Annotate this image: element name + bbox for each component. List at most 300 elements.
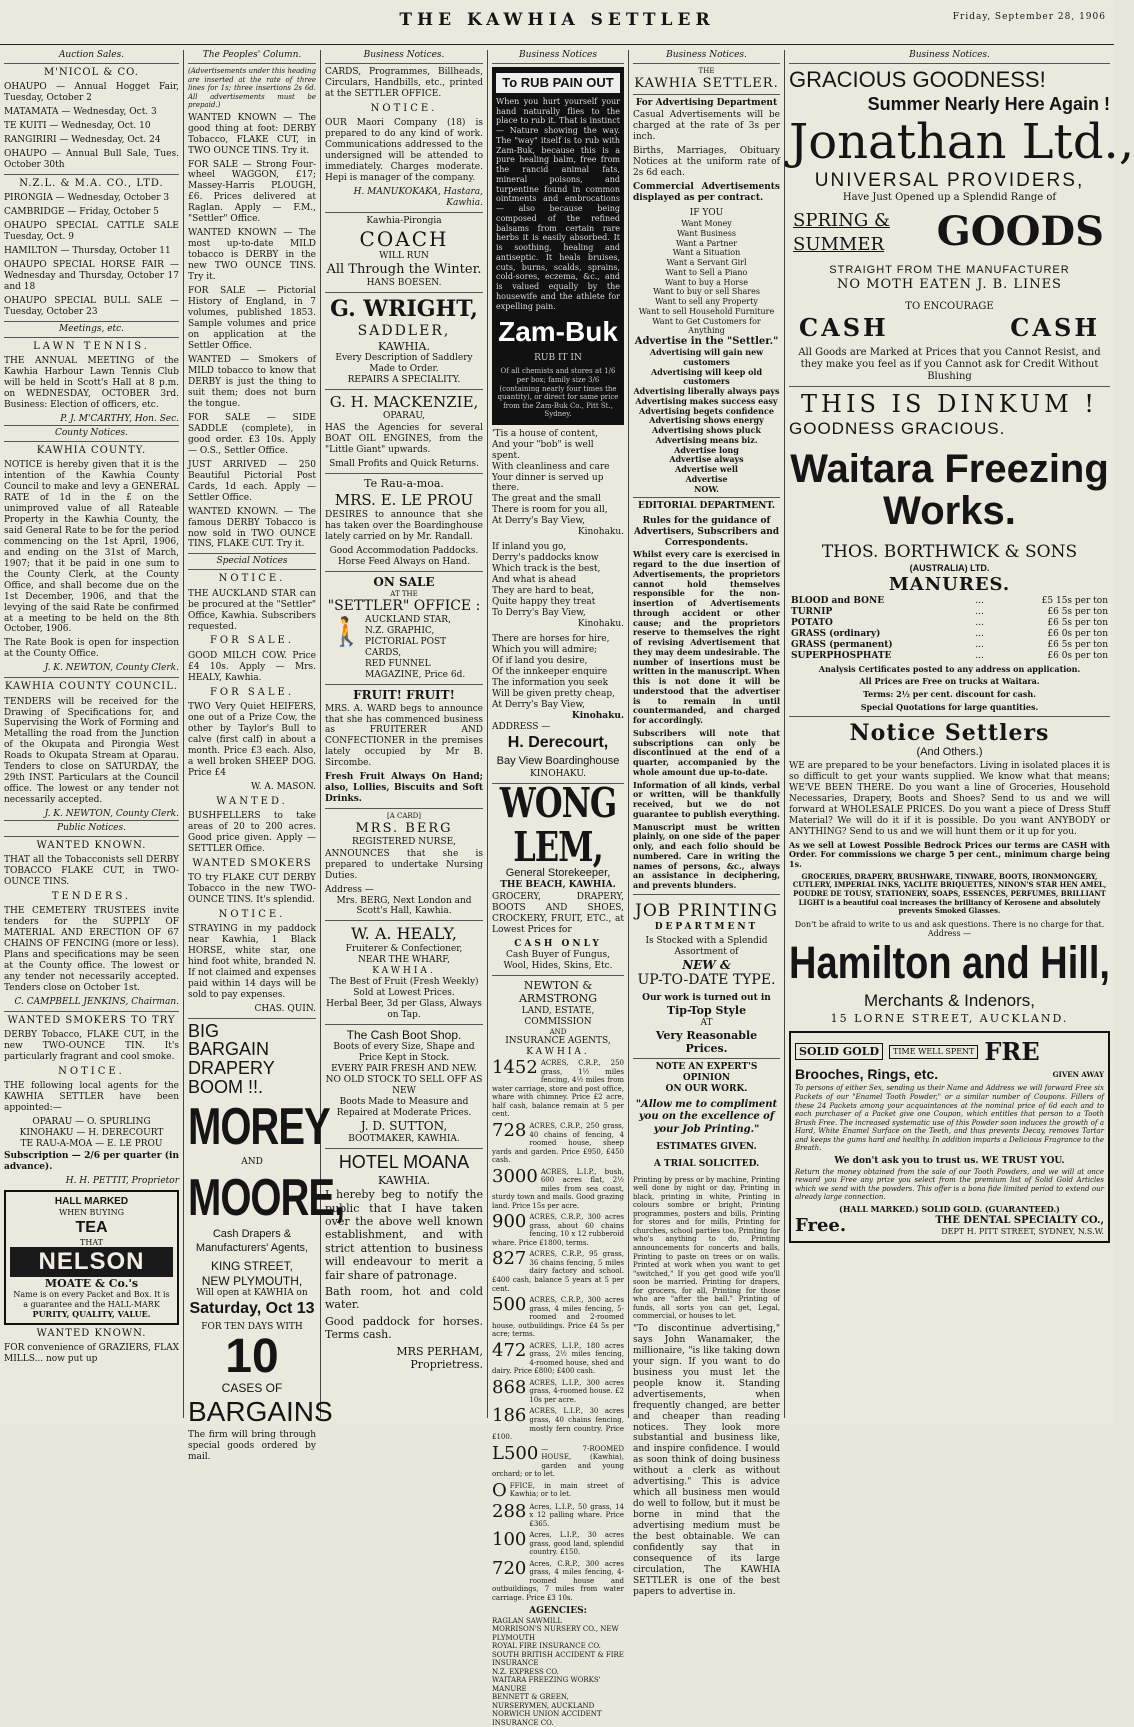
ad-line: All Through the Winter. (325, 262, 483, 278)
ad-brand: MRS. E. LE PROU (325, 491, 483, 509)
ad-line: DEPT H. PITT STREET, SYDNEY, N.S.W. (935, 1227, 1104, 1237)
list-item: NORWICH UNION ACCIDENT INSURANCE CO. (492, 1710, 624, 1727)
property-listing (492, 1296, 624, 1339)
notice-body: TO try FLAKE CUT DERBY Tobacco in the new TWO-OUNCE TINS. It's splendid. (188, 873, 316, 906)
ad-line: General Storekeeper, (492, 867, 624, 880)
signature: H. H. PETTIT, Proprietor (4, 1176, 179, 1187)
ad-line: NEW & (633, 958, 780, 973)
list-item: Want to sell any Property (633, 297, 780, 307)
poem-line: Quite happy they treat (492, 597, 624, 608)
ad-brand: G. WRIGHT, (325, 296, 483, 323)
leader-dots: ... (969, 629, 990, 640)
ad-line: Analysis Certificates posted to any address on application. (789, 665, 1110, 675)
notice-title: WANTED KNOWN. (4, 1328, 179, 1340)
ad-line: Advertise in the "Settler." (633, 336, 780, 348)
notice-body: GOOD MILCH COW. Price £4 10s. Apply — Mrs. HEALY, Kawhia. (188, 651, 316, 684)
list-item: Want a Servant Girl (633, 258, 780, 268)
signature: HANS BOESEN. (325, 278, 483, 289)
leader-dots: ... (969, 607, 990, 618)
manure-item: SUPERPHOSPHATE (789, 651, 969, 662)
notice-body: TWO Very Quiet HEIFERS, one out of a Prize Cow, the other by Taylor's Bull to calve (first calf) in about a month. Price £3 each. Also, a well broken SHEEP DOG. Price £4 (188, 702, 316, 779)
notice-body: ANNOUNCES that she is prepared to undertake Nursing Duties. (325, 849, 483, 882)
notice-body: The Rate Book is open for inspection at the County Office. (4, 638, 179, 660)
ad-brand: CASH (799, 313, 889, 342)
list-item: Advertise always (633, 455, 780, 465)
ad-line: THE (633, 67, 780, 76)
property-description: — 7-ROOMED HOUSE, (Kawhia), garden and young orchard; or to let. (492, 1445, 624, 1479)
ad-line: Will open at KAWHIA on (188, 1288, 316, 1299)
manure-item: GRASS (ordinary) (789, 629, 969, 640)
ad-brand: Zam-Buk (496, 315, 620, 349)
ad-line: Merchants & Indenors, (789, 991, 1110, 1012)
ad-brand: UP-TO-DATE TYPE. (633, 972, 780, 989)
ad-line: Of all chemists and stores at 1/6 per box; family size 3/6 (containing nearly four times the quantity), or direct for same price from the Zam-Buk Co., Pitt St., Sydney. (496, 367, 620, 418)
ad-line: Good Accommodation Paddocks. (325, 546, 483, 557)
poem-line: 'Tis a house of content, (492, 429, 624, 440)
ad-line: BIG (188, 1022, 316, 1041)
ad-line: We don't ask you to trust us. WE TRUST YOU. (795, 1156, 1104, 1167)
poem-line: Your dinner is served up there. (492, 473, 624, 495)
list-item: MORRISON'S NURSERY CO., NEW PLYMOUTH (492, 1625, 624, 1642)
ad-line: Te Rau-a-moa. (325, 477, 483, 490)
ad-line: NEAR THE WHARF, (325, 955, 483, 966)
ad-line: Have Just Opened up a Splendid Range of (789, 192, 1110, 204)
section-header: Public Notices. (4, 820, 179, 837)
property-description: ACRES, C.R.P., 300 acres grass, about 60 chains fencing, 10 x 12 rubberoid whare. Price £1800, terms. (492, 1213, 624, 1247)
ad-brand: G. H. MACKENZIE, (325, 393, 483, 411)
column-6 (789, 50, 1110, 1418)
property-number: 728 (492, 1122, 526, 1140)
manure-item: TURNIP (789, 607, 969, 618)
ad-line: SADDLER, (325, 323, 483, 340)
notice-body: THE following local agents for the KAWHIA SETTLER have been appointed:— (4, 1081, 179, 1114)
signature: W. A. MASON. (188, 782, 316, 793)
notice-body: Good paddock for horses. Terms cash. (325, 1315, 483, 1342)
notice-title: NOTICE. (4, 1066, 179, 1078)
ad-line: TO ENCOURAGE (789, 301, 1110, 313)
poem-line: Of if land you desire, (492, 656, 624, 667)
sale-item: MATAMATA — Wednesday, Oct. 3 (4, 107, 179, 118)
notice-body: FOR convenience of GRAZIERS, FLAX MILLS... now put up (4, 1343, 179, 1365)
section-header: Business Notices. (633, 50, 780, 64)
section-header: Business Notices. (325, 50, 483, 64)
signature: C. CAMPBELL JENKINS, Chairman. (4, 997, 179, 1008)
ad-line: THE BEACH, KAWHIA. (492, 880, 624, 891)
property-description: ACRES, L.I.P., 180 acres grass, 2½ miles fencing, 4-roomed house, shed and dairy. Price £800; £400 cash. (492, 1342, 624, 1376)
ad-line: WHEN BUYING (10, 1208, 173, 1218)
ad-line: KINOHAKU. (492, 769, 624, 780)
list-item: Advertise well (633, 465, 780, 475)
ad-brand: "SETTLER" OFFICE : (325, 598, 483, 615)
ad-line: NEW PLYMOUTH, (188, 1274, 316, 1289)
ad-line: Cash Drapers & Manufacturers' Agents, (188, 1228, 316, 1255)
notice-body: GROCERIES, DRAPERY, BRUSHWARE, TINWARE, BOOTS, IRONMONGERY, CUTLERY, IMPERIAL INKS, YACLITE BRIQUETTES, NINON'S STAR HEN AMEL, POUDRE DE TOUSY, STATIONERY, SOAPS, ESSENCES, PERFUMES, BRILLIANT LIGHT is a beautiful coal increases the brilliancy of Kerosene and absolutely prevents Smoked Glasses. (789, 873, 1110, 916)
list-item: BENNETT & GREEN, NURSERYMEN, AUCKLAND (492, 1693, 624, 1710)
ad-brand: HOTEL MOANA (325, 1152, 483, 1174)
poem-line: If inland you go, (492, 542, 624, 553)
ad-line: (And Others.) (789, 746, 1110, 759)
dental-ad-header (795, 1037, 1104, 1066)
ad-line: NOTE AN EXPERT'S OPINION (633, 1062, 780, 1084)
ad-line: Boots of every Size, Shape and Price Kept in Stock. (325, 1042, 483, 1064)
advertise-list (633, 348, 780, 494)
list-item: RED FUNNEL MAGAZINE, Price 6d. (365, 659, 483, 681)
list-item: Want a Situation (633, 248, 780, 258)
ad-line: KING STREET, (188, 1259, 316, 1274)
notice-title: NOTICE. (188, 573, 316, 585)
notice-title: NOTICE. (325, 103, 483, 115)
property-listing (492, 1407, 624, 1441)
ad-line: BOOM !!. (188, 1078, 316, 1097)
property-description: ACRES, C.R.P., 250 grass, 1½ miles fencing, 4½ miles from water carriage, store and post office, whare with chimney. Price £2 acre, half cash, balance remain at 5 per cent. (492, 1059, 624, 1118)
notice-title: WANTED SMOKERS (188, 858, 316, 870)
list-item: RAGLAN SAWMILL (492, 1617, 624, 1626)
notice-body: Fresh Fruit Always On Hand; also, Lollies, Biscuits and Soft Drinks. (325, 772, 483, 805)
poem-place: Kinohaku. (492, 619, 624, 630)
ad-brand: JOB PRINTING (633, 901, 780, 922)
ad-brand: Hamilton and Hill, (789, 941, 1110, 989)
ad-line: J. D. SUTTON, (325, 1119, 483, 1134)
ad-line: Terms: 2½ per cent. discount for cash. (789, 690, 1110, 700)
spring-goods (789, 204, 1110, 264)
ad-line: Boots Made to Measure and Repaired at Moderate Prices. (325, 1097, 483, 1119)
list-item: Want to Sell a Piano (633, 268, 780, 278)
ad-brand: MRS. BERG (325, 821, 483, 837)
list-item: N.Z. EXPRESS CO. (492, 1668, 624, 1677)
ad-line: Saturday, Oct 13 (188, 1299, 316, 1319)
property-number: 3000 (492, 1168, 538, 1186)
ad-line: Special Quotations for large quantities. (789, 703, 1110, 713)
ad-line: Brooches, Rings, etc. (795, 1066, 938, 1083)
list-item: Want to Get Customers for Anything (633, 317, 780, 337)
sale-list (4, 82, 179, 171)
property-number: 1452 (492, 1059, 538, 1077)
poem-line: Which track is the best, (492, 564, 624, 575)
auctioneer-name: M'NICOL & CO. (4, 67, 179, 79)
ad-line: HALL MARKED (10, 1196, 173, 1208)
notice-body: DERBY Tobacco, FLAKE CUT, in the new TWO-OUNCE TIN. It's particularly fragrant and cool smoke. (4, 1030, 179, 1063)
manure-item: GRASS (permanent) (789, 640, 969, 651)
cash-cash (789, 313, 1110, 342)
ad-headline: Notice Settlers (789, 720, 1110, 747)
ad-line: TIME WELL SPENT (889, 1045, 978, 1059)
nelson-tea-ad (4, 1190, 179, 1325)
notice-body: Casual Advertisements will be charged at the rate of 3s per inch. (633, 110, 780, 143)
property-list (492, 1059, 624, 1602)
ad-line: BARGAIN (188, 1040, 316, 1059)
notice-body: DESIRES to announce that she has taken over the Boardinghouse lately carried on by Mr. Randall. (325, 510, 483, 543)
column-5 (633, 50, 780, 1418)
column-4 (492, 50, 624, 1418)
section-header: The Peoples' Column. (188, 50, 316, 64)
ad-line: Address — (325, 885, 483, 896)
classified-ad: FOR SALE — SIDE SADDLE (complete), in good order. £3 10s. Apply — O.S., Settler Office. (188, 413, 316, 457)
notice-body: Subscribers will note that subscriptions can only be discontinued at the end of a quarter, accompanied by the whole amount due up-to-date. (633, 729, 780, 778)
property-description: Acres, C.R.P., 300 acres grass, 4 miles fencing, 4-roomed house and outbuildings, 7 miles from water carriage. Price £3 10s. (492, 1560, 624, 1602)
classified-ad: WANTED KNOWN. — The famous DERBY Tobacco is now sold in TWO OUNCE TINS, FLAKE CUT. Try it. (188, 507, 316, 551)
ad-line: AT (633, 1018, 780, 1029)
poem-line: Of the innkeeper enquire (492, 667, 624, 678)
property-description: ACRES, C.R.P., 300 acres grass, 4 miles fencing, 5-roomed and 2-roomed house, outbuildings. Price £4 5s per acre; terms. (492, 1296, 624, 1338)
ad-line: ON OUR WORK. (633, 1084, 780, 1095)
manure-item: POTATO (789, 618, 969, 629)
list-item: Advertising will gain new customers (633, 348, 780, 368)
signature: CHAS. QUIN. (188, 1004, 316, 1015)
reader-figure-icon: 🚶 (329, 615, 364, 649)
property-listing (492, 1445, 624, 1479)
property-description: FFICE, in main street of Kawhia; or to let. (510, 1482, 624, 1499)
notice-title: WANTED SMOKERS TO TRY (4, 1015, 179, 1027)
signature: J. K. NEWTON, County Clerk. (4, 663, 179, 674)
list-item: PICTORIAL POST CARDS, (365, 637, 483, 659)
sale-item: RANGIRIRI — Wednesday, Oct. 24 (4, 135, 179, 146)
property-listing (492, 1379, 624, 1405)
ad-line: ESTIMATES GIVEN. (633, 1142, 780, 1153)
ad-line: KAWHIA. (325, 966, 483, 977)
ad-line: Name is on every Packet and Box. It is a guarantee and the HALL-MARK (10, 1290, 173, 1310)
manure-price: £5 15s per ton (990, 596, 1110, 607)
ad-brand: BARGAINS (188, 1395, 316, 1429)
poem-line: Which you will admire; (492, 645, 624, 656)
property-description: ACRES, C.R.P., 95 grass, 36 chains fencing, 5 miles dairy factory and school. £400 cash, balance 5 years at 5 per cent. (492, 1250, 624, 1292)
leader-dots: ... (969, 640, 990, 651)
property-listing (492, 1503, 624, 1529)
property-listing (492, 1342, 624, 1376)
ad-line: AGENCIES: (492, 1606, 624, 1617)
list-item: Want to buy or sell Shares (633, 287, 780, 297)
notice-title: WANTED KNOWN. (4, 840, 179, 852)
ad-line: AND (188, 1157, 316, 1168)
ad-line: DEPARTMENT (633, 922, 780, 933)
ad-line: A TRIAL SOLICITED. (633, 1159, 780, 1170)
ad-line: REPAIRS A SPECIALITY. (325, 375, 483, 386)
ad-line: Kawhia-Pirongia (325, 216, 483, 227)
list-item: AUCKLAND STAR, (365, 615, 483, 626)
dental-address (935, 1215, 1104, 1237)
list-item: N.Z. GRAPHIC, (365, 626, 483, 637)
ad-line: RUB IT IN (496, 353, 620, 364)
ad-brand: NEWTON & ARMSTRONG (492, 979, 624, 1006)
sale-item: CAMBRIDGE — Friday, October 5 (4, 207, 179, 218)
ad-line: 15 LORNE STREET, AUCKLAND. (789, 1012, 1110, 1025)
newspaper-title: THE KAWHIA SETTLER (0, 10, 1114, 30)
table-row (789, 640, 1110, 651)
list-item: Advertising will keep old customers (633, 368, 780, 388)
section-header: Meetings, etc. (4, 321, 179, 338)
property-description: ACRES, L.I.P., 300 acres grass, 4-roomed house. £2 10s per acre. (529, 1379, 624, 1404)
property-listing (492, 1168, 624, 1211)
ad-line: EVERY PAIR FRESH AND NEW. (325, 1064, 483, 1075)
ad-line: Rules for the guidance of Advertisers, Subscribers and Correspondents. (633, 516, 780, 549)
property-description: ACRES, C.R.P., 250 grass, 40 chains of fencing, 4 roomed house, sheep yards and garden. Price £950, £450 cash. (492, 1122, 624, 1164)
notice-body: Manuscript must be written plainly, on one side of the paper only, and each folio should be numbered. Care in writing the names of persons, &c., always an assistance in deciphering, and prevents blunders. (633, 823, 780, 891)
wants-list (633, 219, 780, 336)
ad-line: Fruiterer & Confectioner, (325, 944, 483, 955)
property-description: Acres, L.I.P., 50 grass, 14 x 12 palling whare. Price £365. (529, 1503, 624, 1528)
property-listing (492, 1250, 624, 1293)
ad-line: Tip-Top Style (633, 1004, 780, 1017)
ad-line: PURITY, QUALITY, VALUE. (10, 1310, 173, 1320)
section-header: Special Notices (188, 553, 316, 570)
ad-line: Our work is turned out in (633, 993, 780, 1004)
notice-body: To persons of either Sex, sending us their Name and Address we will forward Free six Packets of our "Enamel Tooth Powder," or a similar number of Coupons. Fillers of these 24 Packets among your acquaintances at the nominal price of 6d each and to each purchaser of a Packet give one Coupon, which entitles that person to a Tooth Brush Free. The increased systematic use of this Powder soon induces the growth of a Hard, White Enamel Surface on the Teeth, and thus prevents Decay, removes Tartar and keeps the gums hard and healthy. In addition imparts a Delicious Fragrance to the Breath. (795, 1084, 1104, 1152)
notice-title: KAWHIA COUNTY COUNCIL. (4, 681, 179, 693)
poem-line: They are hard to beat, (492, 586, 624, 597)
ad-line: NO OLD STOCK TO SELL OFF AS NEW (325, 1075, 483, 1097)
ad-line: Horse Feed Always on Hand. (325, 557, 483, 568)
property-number: 100 (492, 1531, 526, 1549)
column-2 (188, 50, 316, 1418)
property-number: 720 (492, 1560, 526, 1578)
ad-brand: FRUIT! FRUIT! (325, 688, 483, 703)
poem-line: And your "bob" is well spent. (492, 440, 624, 462)
ad-brand: Free. (795, 1215, 846, 1237)
ad-line: MOATE & Co.'s (10, 1277, 173, 1290)
signature: J. K. NEWTON, County Clerk. (4, 809, 179, 820)
leader-dots: ... (969, 651, 990, 662)
list-item: Advertising shows pluck (633, 426, 780, 436)
ad-body: When you hurt yourself your hand naturally flies to the place to rub it. That is instinct — Nature showing the way. The "way" itself is to rub with Zam-Buk, because this is a pure healing balm, free from the rancid animal fats, mineral poisons, and turpentine found in common ointments and embrocations — also because being composed of the refined balsams from certain rare herbs it is easily absorbed. It is soothing, healing and antiseptic. It heals bruises, cuts, burns, scalds, sprains, cold-sores, eczema, &c., and is valued equally by the housewife and the athlete for expelling pain. (496, 97, 620, 312)
section-header: Auction Sales. (4, 50, 179, 64)
ad-brand: Jonathan Ltd., (789, 116, 1110, 169)
list-item: Advertise (633, 475, 780, 485)
manure-price: £6 5s per ton (990, 618, 1110, 629)
poem-line: There is room for you all, (492, 505, 624, 516)
ad-brand: FRE (984, 1037, 1039, 1066)
ad-brand: MOORE, (188, 1170, 316, 1227)
notice-body: TENDERS will be received for the Drawing of Specifications for, and Supervising the Work of Forming and Metalling the road from the Junction of the Okupata and Pirongia West Roads to Okupata Stream at Oparau. Tenders to close on SATURDAY, the 29th INST. Particulars at the Council office. The lowest or any tender not necessarily accepted. (4, 697, 179, 807)
ad-brand: CASH (1010, 313, 1100, 342)
signature: H. MANUKOKAKA, Hastara, Kawhia. (325, 187, 483, 209)
property-number: 186 (492, 1407, 526, 1425)
list-item: ROYAL FIRE INSURANCE CO. (492, 1642, 624, 1651)
ad-quote: "Allow me to compliment you on the excellence of your Job Printing." (633, 1099, 780, 1136)
list-item: Advertising shows energy (633, 416, 780, 426)
notice-body: THE AUCKLAND STAR can be procured at the "Settler" Office, Kawhia. Subscribers requested. (188, 589, 316, 633)
agent-line: OPARAU — O. SPURLING (4, 1117, 179, 1128)
sale-item: OHAUPO SPECIAL HORSE FAIR — Wednesday and Thursday, October 17 and 18 (4, 260, 179, 293)
ad-line: CASH ONLY (492, 939, 624, 950)
table-row (789, 651, 1110, 662)
manure-price: £6 0s per ton (990, 651, 1110, 662)
column-3 (325, 50, 483, 1418)
ad-line: Herbal Beer, 3d per Glass, Always on Tap. (325, 999, 483, 1021)
ad-line: BOOTMAKER, KAWHIA. (325, 1134, 483, 1145)
property-number: 900 (492, 1213, 526, 1231)
ad-line: STRAIGHT FROM THE MANUFACTURER (789, 264, 1110, 277)
ad-line: SOLID GOLD (795, 1043, 883, 1060)
notice-title: KAWHIA COUNTY. (4, 445, 179, 457)
classified-ad: FOR SALE — Strong Four-wheel WAGGON, £17; Massey-Harris PLOUGH, £6. Prices delivered at Raglan. Apply — F.M., "Settler" Office. (188, 160, 316, 226)
property-number: 868 (492, 1379, 526, 1397)
ad-line: ON SALE (325, 575, 483, 590)
poem-line: There are horses for hire, (492, 634, 624, 645)
notice-body: BUSHFELLERS to take areas of 20 to 200 acres. Good price given. Apply — SETTLER Office. (188, 811, 316, 855)
poem (492, 634, 624, 722)
sale-item: HAMILTON — Thursday, October 11 (4, 246, 179, 257)
notice-body: THAT all the Tobacconists sell DERBY TOBACCO FLAKE CUT, in TWO-OUNCE TINS. (4, 855, 179, 888)
section-header: Business Notices. (789, 50, 1110, 64)
notice-body: Commercial Advertisements displayed as per contract. (633, 182, 780, 204)
property-listing (492, 1213, 624, 1247)
property-listing (492, 1531, 624, 1557)
notice-title: NOTICE. (188, 909, 316, 921)
ad-line: ADDRESS — (492, 722, 624, 733)
ad-line: THAT (10, 1238, 173, 1248)
poem-line: Derry's paddocks know (492, 553, 624, 564)
classified-ad: WANTED — Smokers of MILD tobacco to know that DERBY is just the thing to suit them; does not burn the tongue. (188, 355, 316, 410)
signature: P. J. M'CARTHY, Hon. Sec. (4, 414, 179, 425)
ad-line: (AUSTRALIA) LTD. (789, 563, 1110, 574)
sale-item: OHAUPO SPECIAL BULL SALE — Tuesday, October 23 (4, 296, 179, 318)
poem-place: Kinohaku. (492, 711, 624, 722)
property-description: ACRES, L.I.P., 30 acres grass, 40 chains fencing, mostly fern country. Price £100. (492, 1407, 624, 1441)
ad-line: NO MOTH EATEN J. B. LINES (789, 277, 1110, 293)
list-item: Want Money (633, 219, 780, 229)
notice-body: THE CEMETERY TRUSTEES invite tenders for the SUPPLY OF MATERIAL AND ERECTION OF 67 CHAINS OF FENCING (more or less). Plans and specifications may be seen at the County office. The lowest or any tender not necessarily accepted. Tenders close on October 1st. (4, 906, 179, 994)
poem-line: The information you seek (492, 678, 624, 689)
ad-line: MANURES. (789, 574, 1110, 596)
table-row (789, 618, 1110, 629)
ad-line: CASES OF (188, 1381, 316, 1396)
notice-body: NOTICE is hereby given that it is the intention of the Kawhia County Council to make and levy a GENERAL RATE of 1d in the £ on the unimproved value of all Rateable Property in the Kawhia County, the said General Rate to be for the period commencing on the 1st April, 1906, and ending on the 31st of March, 1907; that it be paid in one sum to the County Clerk, at the County Office, and shall become due on the 1st December, 1906, and that the levying of the said Rate be confirmed at a meeting to be held on the 8th October, 1906. (4, 460, 179, 636)
ad-line: GIVEN AWAY (1053, 1071, 1104, 1080)
property-description: Acres, L.I.P., 30 acres grass, good land, splendid country. £150. (529, 1531, 624, 1556)
ad-line: KAWHIA. (492, 1047, 624, 1058)
property-number: L500 (492, 1445, 538, 1463)
poem (492, 429, 624, 539)
onsale-list (325, 615, 483, 681)
ad-line: Is Stocked with a Splendid Assortment of (633, 936, 780, 958)
column-1 (4, 50, 179, 1418)
notice-body: STRAYING in my paddock near Kawhia, 1 Black HORSE, white star, one hind foot white, branded N. If not claimed and expenses paid within 14 days will be sold to pay expenses. (188, 924, 316, 1001)
ad-line: INSURANCE AGENTS, (492, 1036, 624, 1047)
ad-line: TEA (10, 1218, 173, 1238)
dental-ad-footer (795, 1215, 1104, 1237)
ad-line: KAWHIA. (325, 1174, 483, 1187)
poem (492, 542, 624, 630)
leader-dots: ... (969, 618, 990, 629)
ad-line: Bay View Boardinghouse (492, 755, 624, 768)
ad-line: SPRING & (793, 210, 890, 232)
ad-headline: THIS IS DINKUM ! (789, 390, 1110, 419)
property-listing (492, 1059, 624, 1119)
notice-title: TENDERS. (4, 891, 179, 903)
notice-body: CARDS, Programmes, Billheads, Circulars, Handbills, etc., printed at the SETTLER OFFICE. (325, 67, 483, 100)
manure-item: BLOOD and BONE (789, 596, 969, 607)
list-item: Want to buy a Horse (633, 278, 780, 288)
property-number: 500 (492, 1296, 526, 1314)
signature: MRS PERHAM, Proprietress. (325, 1345, 483, 1372)
notice-title: FOR SALE. (188, 635, 316, 647)
ad-line: [A CARD] (325, 812, 483, 821)
notice-body: All Goods are Marked at Prices that you Cannot Resist, and they make you feel as if you Cannot ask for Credit Without Blushing (789, 347, 1110, 384)
ad-line: The firm will bring through special goods ordered by mail. (188, 1430, 316, 1463)
ad-brand: H. Derecourt, (492, 733, 624, 753)
notice-body: Bath room, hot and cold water. (325, 1285, 483, 1312)
poem-line: With cleanliness and care (492, 462, 624, 473)
poem-line: At Derry's Bay View, (492, 700, 624, 711)
manure-price: £6 5s per ton (990, 640, 1110, 651)
ad-line: Summer Nearly Here Again ! (789, 94, 1110, 116)
ad-line: AT THE (325, 590, 483, 599)
notice-body: "To discontinue advertising," says John Wanamaker, the millionaire, "is like taking down your sign. If you want to do business you must let the people know it. Standing advertisements, when frequently changed, are better and cheaper than reading notices. They look more substantial and business like, and inspire confidence. I would as soon think of doing business without a clerk as without advertising." This is advice which all business men would do well to follow, but it must be borne in mind that the advertising medium must be the best obtainable. We can confidently say that in consequence of its large circulation, The KAWHIA SETTLER is one of the best papers to advertise in. (633, 1324, 780, 1598)
column-rule (784, 50, 785, 1418)
sale-item: PIRONGIA — Wednesday, October 3 (4, 193, 179, 204)
list-item: Advertising means biz. (633, 436, 780, 446)
ad-brand: GOODS (937, 208, 1104, 257)
notice-title: LAWN TENNIS. (4, 341, 179, 353)
